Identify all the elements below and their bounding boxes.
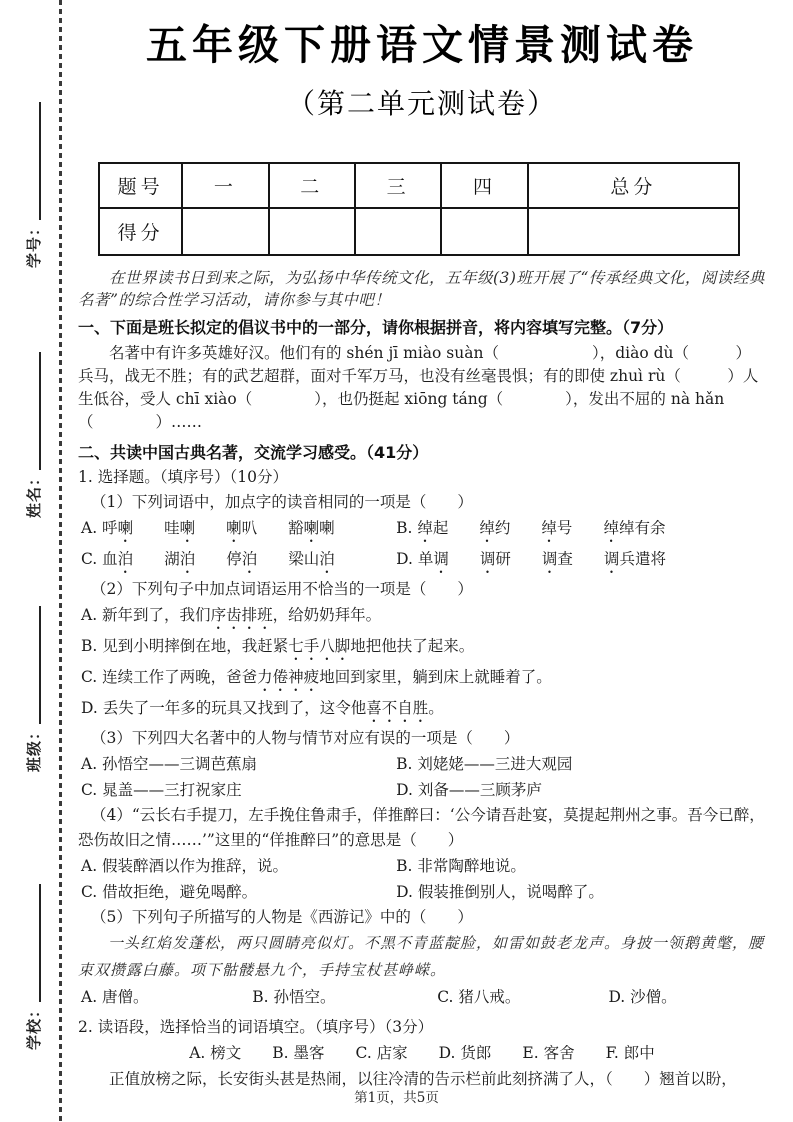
q1-3-options-row-1 [81,751,766,777]
question-2-stem: 2. 读语段，选择恰当的词语填空。（填序号）（3分） [78,1018,434,1036]
q1-2-option-b: B. 见到小明摔倒在地，我赶紧七手八脚地把他扶了起来。 [81,637,475,655]
q1-4-option-b: B. 非常陶醉地说。 [396,857,526,875]
question-1-stem: 1. 选择题。（填序号）（10分） [78,468,288,486]
score-table-col-2: 二 [269,163,355,208]
q1-4-option-c: C. 借故拒绝，避免喝醉。 [81,883,258,901]
q1-3-option-b: B. 刘姥姥——三进大观园 [396,755,573,773]
q1-1-option-c: C. 血泊 湖泊 停泊 梁山泊 [81,550,335,568]
score-cell-1 [182,208,268,255]
score-cell-4 [441,208,527,255]
q1-5-options-row [81,984,766,1010]
q1-4-option-a: A. 假装醉酒以作为推辞，说。 [81,857,289,875]
section-one-pinyin-passage: 名著中有许多英雄好汉。他们有的 shén jī miào suàn（ ），diào dù（ ）兵马，战无不胜；有的武艺超群，面对千军万马，也没有丝毫畏惧；有的即使 zhuì rù（ ）人生低谷，受人 chī xiào（ ），也仍挺起 xiōng táng（ ），发出不屈的 nà hǎn（ ）…… [78,344,759,431]
score-table-col-4: 四 [441,163,527,208]
q1-1-option-d: D. 单调 调研 调查 调兵遣将 [396,550,666,568]
q1-1-stem: （1）下列词语中，加点字的读音相同的一项是（ ） [91,493,473,511]
paper-content [78,0,766,1091]
sidebar-field-student-number [23,102,44,268]
q1-2-option-c: C. 连续工作了两晚，爸爸力倦神疲地回到家里，躺到床上就睡着了。 [81,668,552,686]
blank-line [35,606,41,724]
score-table-col-3: 三 [355,163,441,208]
score-cell-total [528,208,739,255]
score-row-label: 得分 [99,208,182,255]
q1-3-option-c: C. 晁盖——三打祝家庄 [81,781,242,799]
q1-4-options-row-2 [81,879,766,905]
q1-5-option-b: B. 孙悟空。 [252,988,336,1006]
q1-3-option-a: A. 孙悟空——三调芭蕉扇 [81,755,258,773]
blank-line [35,352,41,470]
q1-4-option-d: D. 假装推倒别人，说喝醉了。 [396,883,604,901]
score-table [98,162,740,256]
score-cell-2 [269,208,355,255]
q1-1-options-row-2 [81,546,766,577]
q1-2-option-a: A. 新年到了，我们序齿排班，给奶奶拜年。 [81,606,382,624]
q1-5-option-d: D. 沙僧。 [608,988,677,1006]
score-table-header-row [99,163,739,208]
section-two-heading: 二、共读中国古典名著，交流学习感受。（41分） [78,443,429,462]
score-table-col-1: 一 [182,163,268,208]
school-label: 学校： [25,1001,43,1050]
page-title: 五年级下册语文情景测试卷 [146,21,698,69]
q1-5-option-c: C. 猪八戒。 [437,988,521,1006]
sidebar-field-school [23,884,44,1050]
q1-2-stem: （2）下列句子中加点词语运用不恰当的一项是（ ） [91,580,473,598]
q1-4-options-row-1 [81,853,766,879]
section-one-heading: 一、下面是班长拟定的倡议书中的一部分，请你根据拼音，将内容填写完整。（7分） [78,318,674,337]
score-table-corner-label: 题号 [99,163,182,208]
name-label: 姓名： [25,469,43,518]
q1-3-stem: （3）下列四大名著中的人物与情节对应有误的一项是（ ） [91,729,520,747]
q2-word-bank: A. 榜文 B. 墨客 C. 店家 D. 货郎 E. 客舍 F. 郎中 [189,1044,655,1062]
blank-line [35,102,41,220]
binding-dashed-line [59,0,62,1122]
intro-paragraph: 在世界读书日到来之际，为弘扬中华传统文化，五年级(3)班开展了“传承经典文化，阅读经典名著”的综合性学习活动，请你参与其中吧！ [78,269,765,309]
q1-3-options-row-2 [81,777,766,803]
q1-3-option-d: D. 刘备——三顾茅庐 [396,781,542,799]
score-table-score-row [99,208,739,255]
q2-passage: 正值放榜之际，长安街头甚是热闹，以往冷清的告示栏前此刻挤满了人，（ ）翘首以盼， [109,1070,737,1088]
student-number-label: 学号： [25,219,43,268]
class-label: 班级： [25,723,43,772]
page-number: 第1页，共5页 [354,1090,439,1106]
q1-5-passage: 一头红焰发蓬松，两只圆睛亮似灯。不黑不青蓝靛脸，如雷如鼓老龙声。身披一领鹅黄氅，腰束双攒露白藤。项下骷髅悬九个，手持宝杖甚峥嵘。 [78,934,765,979]
q1-5-stem: （5）下列句子所描写的人物是《西游记》中的（ ） [91,908,473,926]
score-table-col-total: 总分 [528,163,739,208]
sidebar-field-name [23,352,44,518]
q1-1-option-a: A. 呼喇 哇喇 喇叭 豁喇喇 [81,519,335,537]
blank-line [35,884,41,1002]
q1-4-stem: （4）“云长右手提刀，左手挽住鲁肃手，佯推醉曰：‘公今请吾赴宴，莫提起荆州之事。吾今已醉，恐伤故旧之情……’”这里的“佯推醉曰”的意思是（ ） [78,806,765,849]
q1-2-option-d: D. 丢失了一年多的玩具又找到了，这令他喜不自胜。 [81,699,444,717]
q1-1-options-row-1 [81,515,766,546]
q1-5-option-a: A. 唐僧。 [81,988,149,1006]
page-subtitle: （第二单元测试卷） [286,87,557,120]
sidebar-field-class [23,606,44,772]
score-cell-3 [355,208,441,255]
q1-1-option-b: B. 绰起 绰约 绰号 绰绰有余 [396,519,666,537]
